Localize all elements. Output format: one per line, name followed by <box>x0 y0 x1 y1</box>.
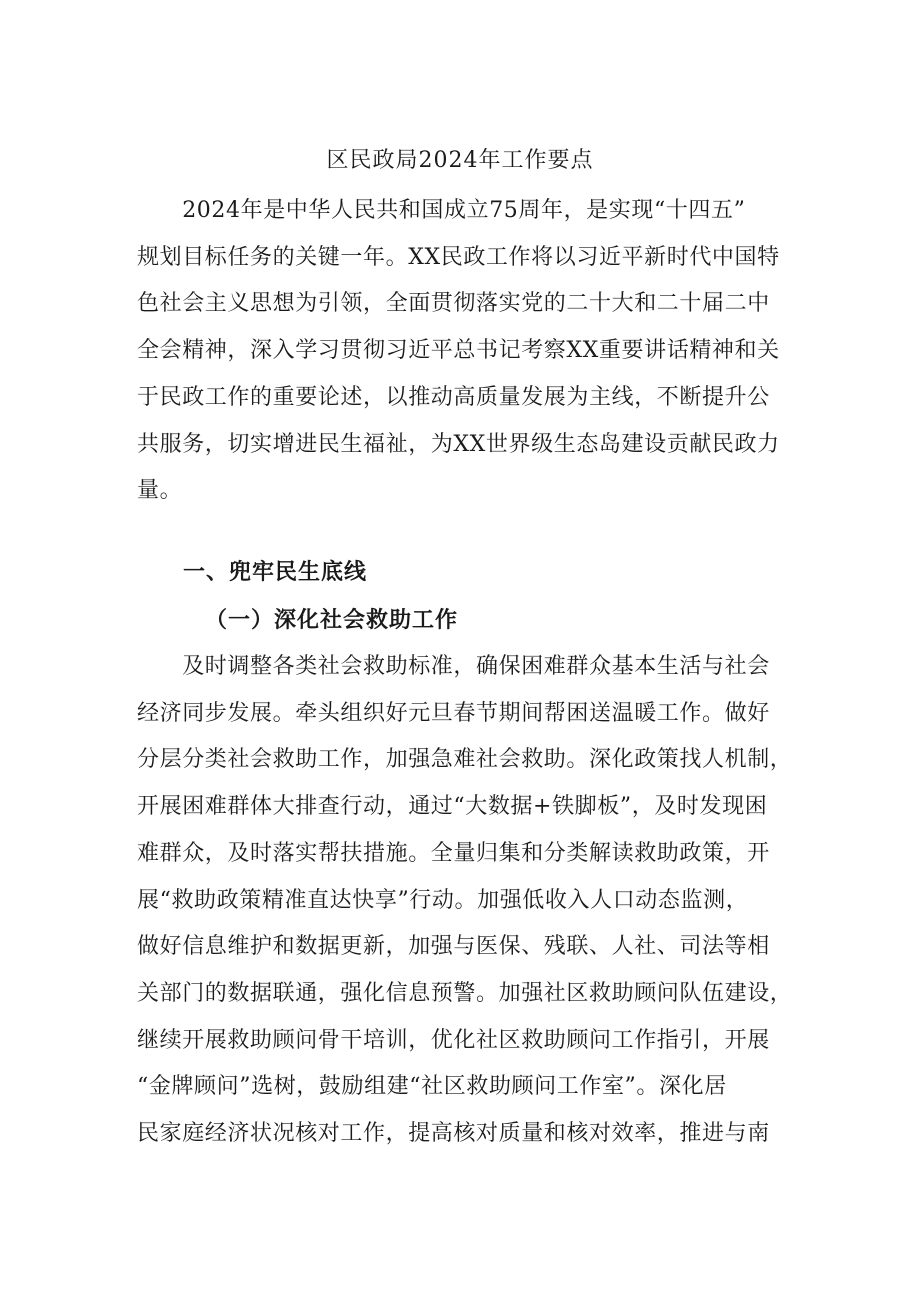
body-line: 展“救助政策精准直达快享”行动。加强低收入人口动态监测， <box>137 887 749 913</box>
body-line: 分层分类社会救助工作，加强急难社会救助。深化政策找人机制， <box>137 747 793 773</box>
intro-line: 规划目标任务的关键一年。XX民政工作将以习近平新时代中国特 <box>137 244 780 270</box>
intro-line: 共服务，切实增进民生福祉，为XX世界级生态岛建设贡献民政力 <box>137 431 780 457</box>
body-line: 继续开展救助顾问骨干培训，优化社区救助顾问工作指引，开展 <box>137 1027 770 1053</box>
body-line: 做好信息维护和数据更新，加强与医保、残联、人社、司法等相 <box>137 934 770 960</box>
document-title: 区民政局2024年工作要点 <box>326 148 594 173</box>
section-heading: 一、兜牢民生底线 <box>183 559 368 585</box>
body-line: “金牌顾问”选树，鼓励组建“社区救助顾问工作室”。深化居 <box>137 1074 727 1100</box>
body-line: 经济同步发展。牵头组织好元旦春节期间帮困送温暖工作。做好 <box>137 700 770 726</box>
body-line: 难群众，及时落实帮扶措施。全量归集和分类解读救助政策，开 <box>137 840 770 866</box>
intro-line: 色社会主义思想为引领，全面贯彻落实党的二十大和二十届二中 <box>137 291 770 317</box>
body-line: 民家庭经济状况核对工作，提高核对质量和核对效率，推进与南 <box>137 1121 770 1147</box>
intro-line: 全会精神，深入学习贯彻习近平总书记考察XX重要讲话精神和关 <box>137 338 780 364</box>
body-paragraph <box>137 644 797 1158</box>
intro-line: 于民政工作的重要论述，以推动高质量发展为主线，不断提升公 <box>137 384 770 410</box>
subsection-heading: （一）深化社会救助工作 <box>205 607 459 633</box>
body-line: 关部门的数据联通，强化信息预警。加强社区救助顾问队伍建设， <box>137 980 793 1006</box>
intro-line: 2024年是中华人民共和国成立75周年，是实现“十四五” <box>137 198 746 223</box>
body-line: 开展困难群体大排查行动，通过“大数据+铁脚板”，及时发现困 <box>137 794 768 820</box>
intro-line: 量。 <box>137 478 183 504</box>
body-line: 及时调整各类社会救助标准，确保困难群众基本生活与社会 <box>137 654 770 679</box>
intro-paragraph <box>137 188 797 515</box>
